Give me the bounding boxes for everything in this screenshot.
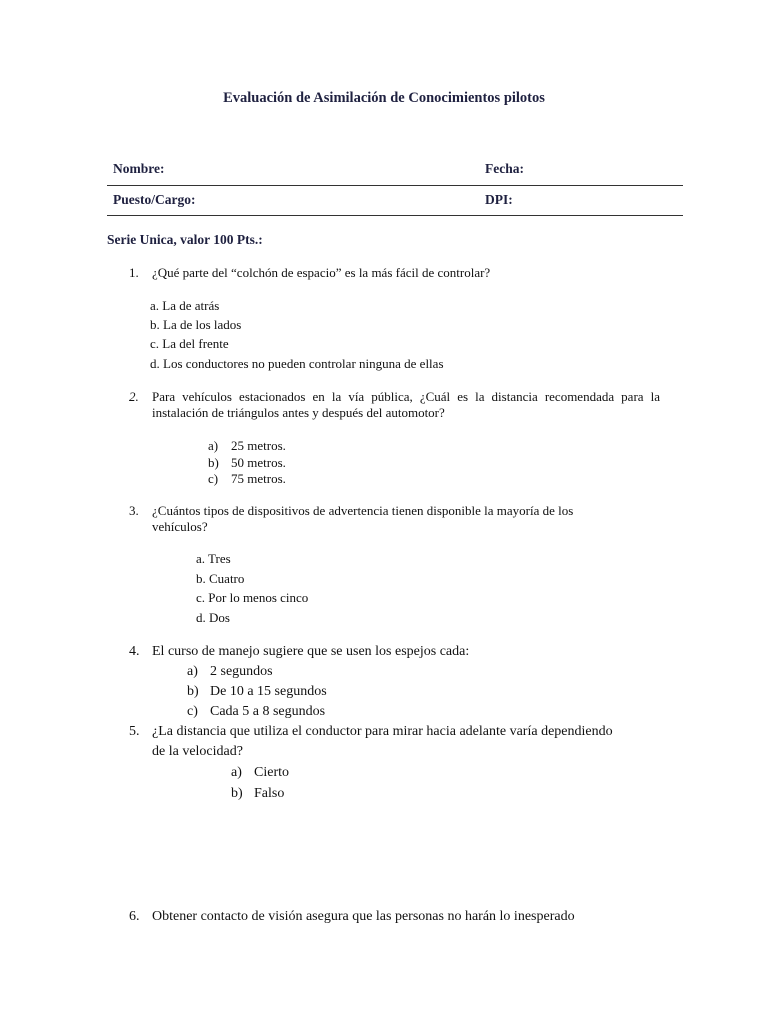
question-number: 4. [129,644,140,659]
answer-option: d. Dos [196,610,230,625]
option-letter: b) [231,786,243,801]
question-text: instalación de triángulos antes y después del automotor? [152,405,445,420]
question-number: 1. [129,265,139,280]
question-number: 6. [129,909,140,924]
option-letter: a) [231,765,242,780]
answer-option: Cada 5 a 8 segundos [210,704,326,719]
option-letter: b) [208,455,219,470]
divider [107,185,683,186]
question-number: 3. [129,503,139,518]
question-number: 2. [129,389,139,404]
answer-option: d. Los conductores no pueden controlar ninguna de ellas [150,356,444,371]
position-label: Puesto/Cargo: [113,192,196,207]
option-letter: c) [187,704,198,719]
option-letter: c) [208,471,219,486]
answer-option: 25 metros. [231,438,286,453]
question-text: Para vehículos estacionados en la vía pública, ¿Cuál es la distancia recomendada para la [152,389,660,404]
question-text: ¿Qué parte del “colchón de espacio” es la más fácil de controlar? [152,265,491,280]
answer-option: a. Tres [196,551,231,566]
option-letter: a) [187,664,198,679]
answer-option: De 10 a 15 segundos [210,684,327,699]
answer-option: c. La del frente [150,336,229,351]
option-letter: a) [208,438,219,453]
question-text: El curso de manejo sugiere que se usen los espejos cada: [152,644,470,659]
answer-option: 75 metros. [231,471,286,486]
answer-option: 50 metros. [231,455,286,470]
answer-option: 2 segundos [210,664,273,679]
answer-option: c. Por lo menos cinco [196,590,309,605]
answer-option: a. La de atrás [150,298,220,313]
answer-option: Falso [254,786,285,801]
option-letter: b) [187,684,199,699]
question-number: 5. [129,724,140,739]
question-text: ¿Cuántos tipos de dispositivos de advertencia tienen disponible la mayoría de los [152,503,574,518]
question-text: ¿La distancia que utiliza el conductor para mirar hacia adelante varía dependiendo [152,724,613,739]
question-text: Obtener contacto de visión asegura que las personas no harán lo inesperado [152,909,575,924]
dpi-label: DPI: [485,192,513,207]
question-text: vehículos? [152,519,208,534]
question-text: de la velocidad? [152,744,243,759]
divider [107,215,683,216]
section-heading: Serie Unica, valor 100 Pts.: [107,232,263,247]
answer-option: b. La de los lados [150,317,242,332]
name-label: Nombre: [113,161,165,176]
answer-option: Cierto [254,765,289,780]
date-label: Fecha: [485,161,524,176]
answer-option: b. Cuatro [196,571,245,586]
page-title: Evaluación de Asimilación de Conocimientos pilotos [223,90,545,106]
